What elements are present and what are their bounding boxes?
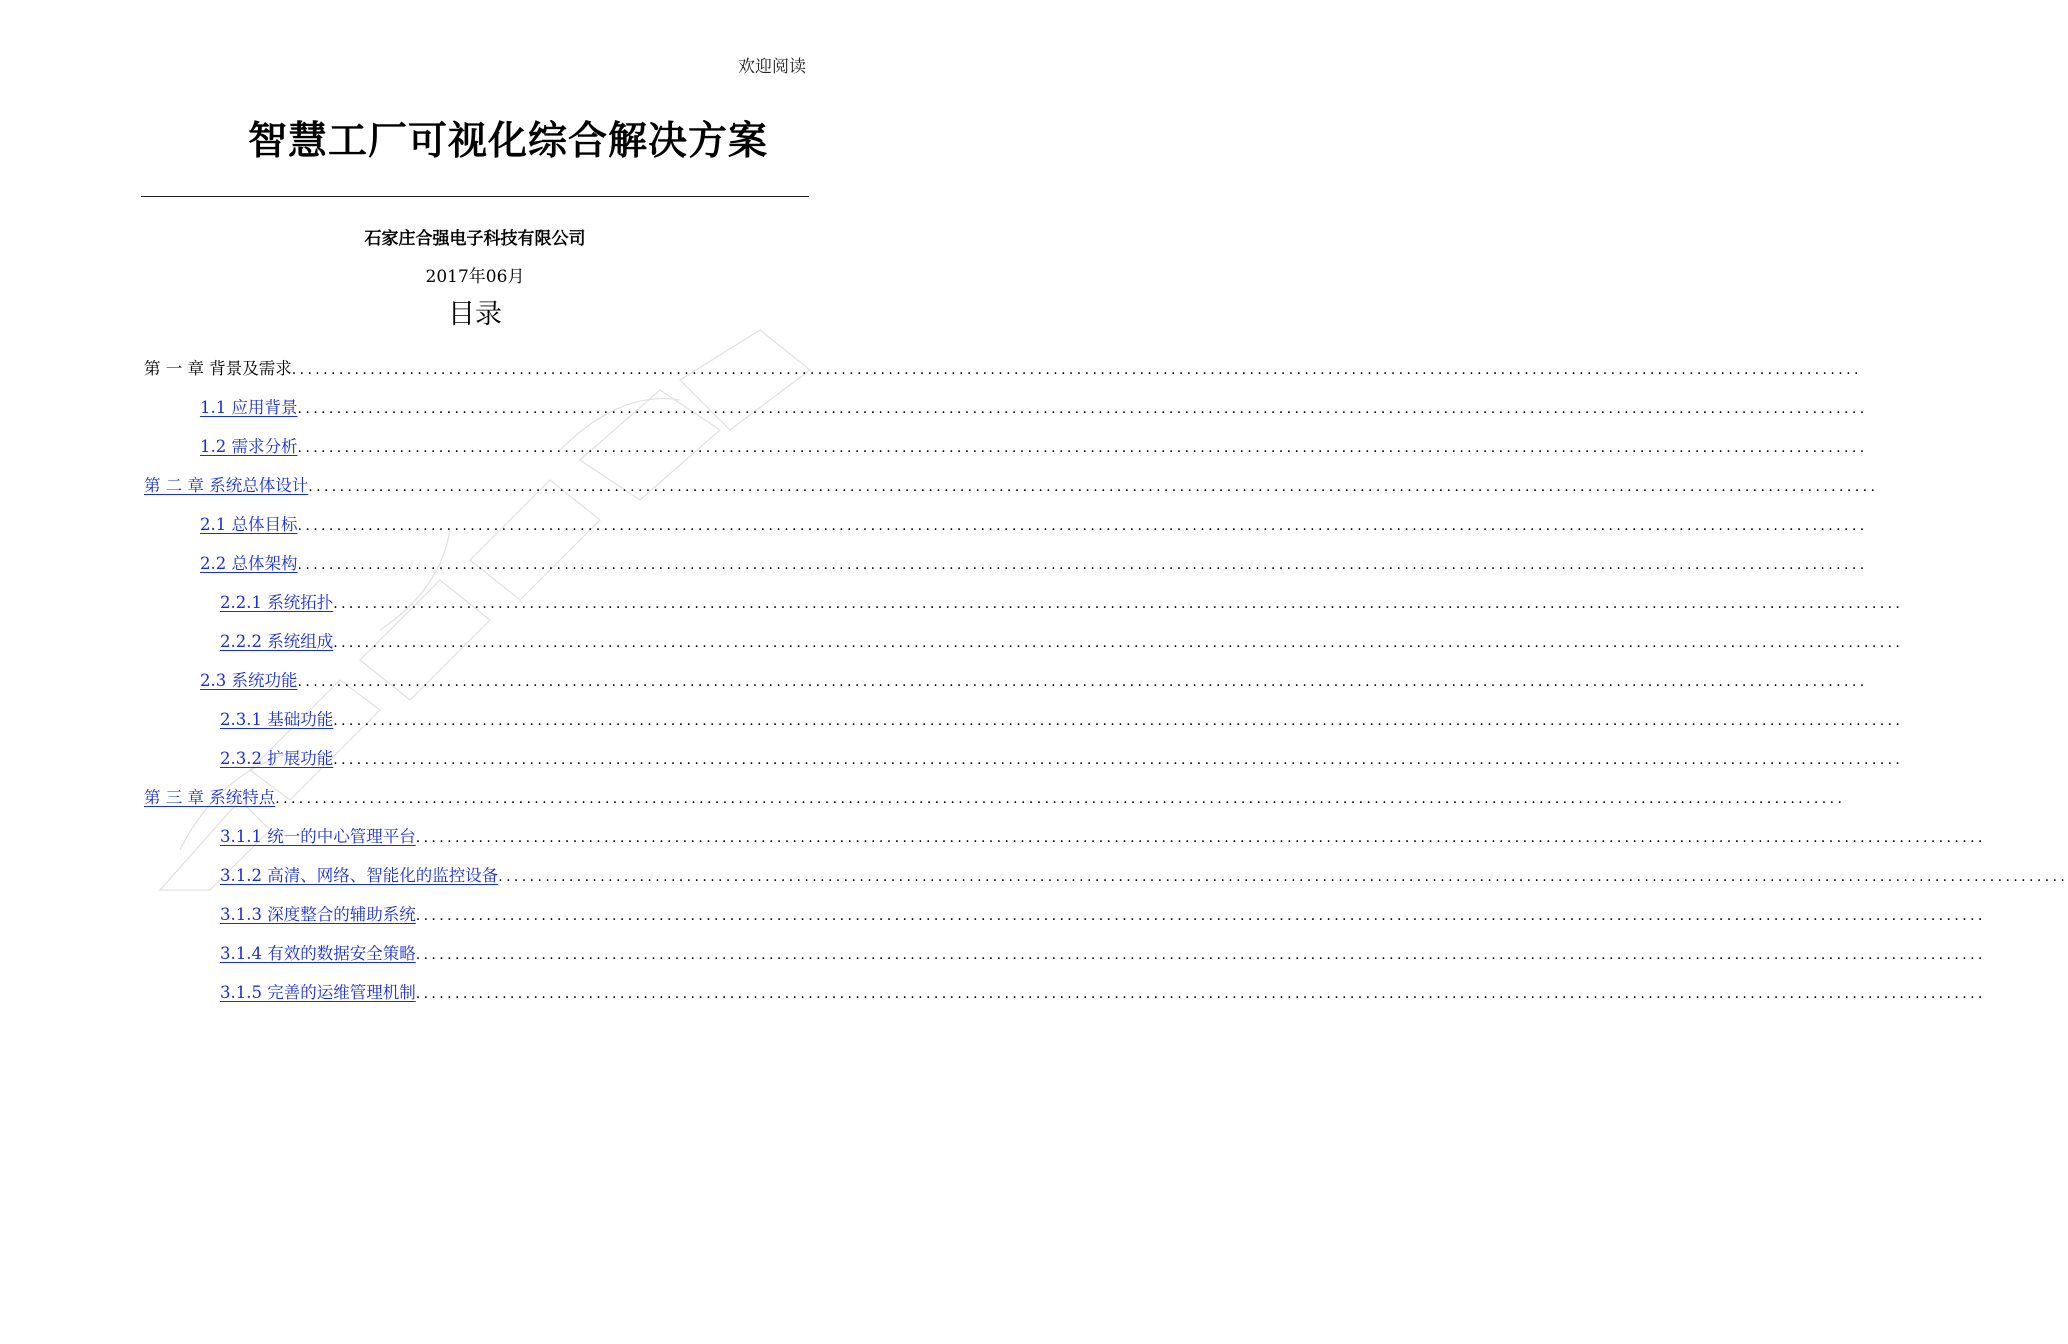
toc-entry[interactable] (200, 433, 1868, 459)
toc-entry-label[interactable]: 1.2 需求分析 (200, 437, 298, 456)
toc-entry[interactable] (220, 979, 1986, 1005)
toc-dot-leader: ........................................................................................................................................................................................................ (297, 674, 1868, 690)
toc-dot-leader: ........................................................................................................................................................................................................ (297, 401, 1868, 417)
toc-entry[interactable] (144, 784, 1846, 810)
toc-entry-label[interactable]: 2.2 总体架构 (200, 554, 298, 573)
toc-entry-label[interactable]: 3.1.1 统一的中心管理平台 (220, 827, 416, 846)
toc-entry-label[interactable]: 2.2.1 系统拓扑 (220, 593, 334, 612)
toc-entry-label[interactable]: 2.3.1 基础功能 (220, 710, 334, 729)
toc-entry-label[interactable]: 2.3 系统功能 (200, 671, 298, 690)
toc-entry-label[interactable]: 2.3.2 扩展功能 (220, 749, 334, 768)
toc-entry-label: 第 一 章 背景及需求 (144, 359, 292, 378)
toc-entry-label[interactable]: 第 二 章 系统总体设计 (144, 476, 309, 495)
toc-entry-label[interactable]: 3.1.5 完善的运维管理机制 (220, 983, 416, 1002)
toc-dot-leader: ........................................................................................................................................................................................................ (498, 869, 2068, 885)
toc-dot-leader: ........................................................................................................................................................................................................ (297, 518, 1868, 534)
toc-dot-leader: ........................................................................................................................................................................................................ (297, 557, 1868, 573)
toc-entry-label[interactable]: 2.2.2 系统组成 (220, 632, 334, 651)
toc-dot-leader: ........................................................................................................................................................................................................ (297, 440, 1868, 456)
toc-heading: 目录 (448, 299, 502, 330)
toc-entry[interactable] (200, 550, 1868, 576)
toc-dot-leader: ........................................................................................................................................................................................................ (291, 362, 1862, 378)
toc-entry[interactable] (200, 394, 1868, 420)
header-note: 欢迎阅读 (738, 57, 806, 77)
toc-dot-leader: ........................................................................................................................................................................................................ (415, 908, 1986, 924)
toc-entry-label[interactable]: 3.1.2 高清、网络、智能化的监控设备 (220, 866, 499, 885)
toc-dot-leader: ........................................................................................................................................................................................................ (415, 830, 1986, 846)
toc-dot-leader: ........................................................................................................................................................................................................ (308, 479, 1879, 495)
toc-entry-label[interactable]: 3.1.4 有效的数据安全策略 (220, 944, 416, 963)
toc-dot-leader: ........................................................................................................................................................................................................ (415, 986, 1986, 1002)
toc-dot-leader: ........................................................................................................................................................................................................ (415, 947, 1986, 963)
toc-entry-label[interactable]: 2.1 总体目标 (200, 515, 298, 534)
toc-entry[interactable] (220, 628, 1904, 654)
toc-entry[interactable] (220, 940, 1986, 966)
toc-dot-leader: ........................................................................................................................................................................................................ (333, 596, 1904, 612)
document-title: 智慧工厂可视化综合解决方案 (247, 119, 768, 164)
toc-entry[interactable] (220, 745, 1904, 771)
toc-dot-leader: ........................................................................................................................................................................................................ (333, 713, 1904, 729)
toc-entry (144, 355, 1862, 381)
toc-dot-leader: ........................................................................................................................................................................................................ (333, 635, 1904, 651)
document-date: 2017年06月 (425, 267, 525, 287)
toc-entry-label[interactable]: 3.1.3 深度整合的辅助系统 (220, 905, 416, 924)
toc-entry[interactable] (220, 706, 1904, 732)
toc-dot-leader: ........................................................................................................................................................................................................ (275, 791, 1846, 807)
toc-entry[interactable] (144, 472, 1879, 498)
toc-entry[interactable] (220, 589, 1904, 615)
toc-entry[interactable] (220, 862, 2068, 888)
title-divider (141, 196, 809, 197)
toc-entry[interactable] (200, 667, 1868, 693)
company-name: 石家庄合强电子科技有限公司 (364, 229, 586, 249)
toc-entry[interactable] (200, 511, 1868, 537)
toc-entry-label[interactable]: 第 三 章 系统特点 (144, 788, 276, 807)
toc-entry-label[interactable]: 1.1 应用背景 (200, 398, 298, 417)
toc-dot-leader: ........................................................................................................................................................................................................ (333, 752, 1904, 768)
toc-entry[interactable] (220, 901, 1986, 927)
toc-entry[interactable] (220, 823, 1986, 849)
